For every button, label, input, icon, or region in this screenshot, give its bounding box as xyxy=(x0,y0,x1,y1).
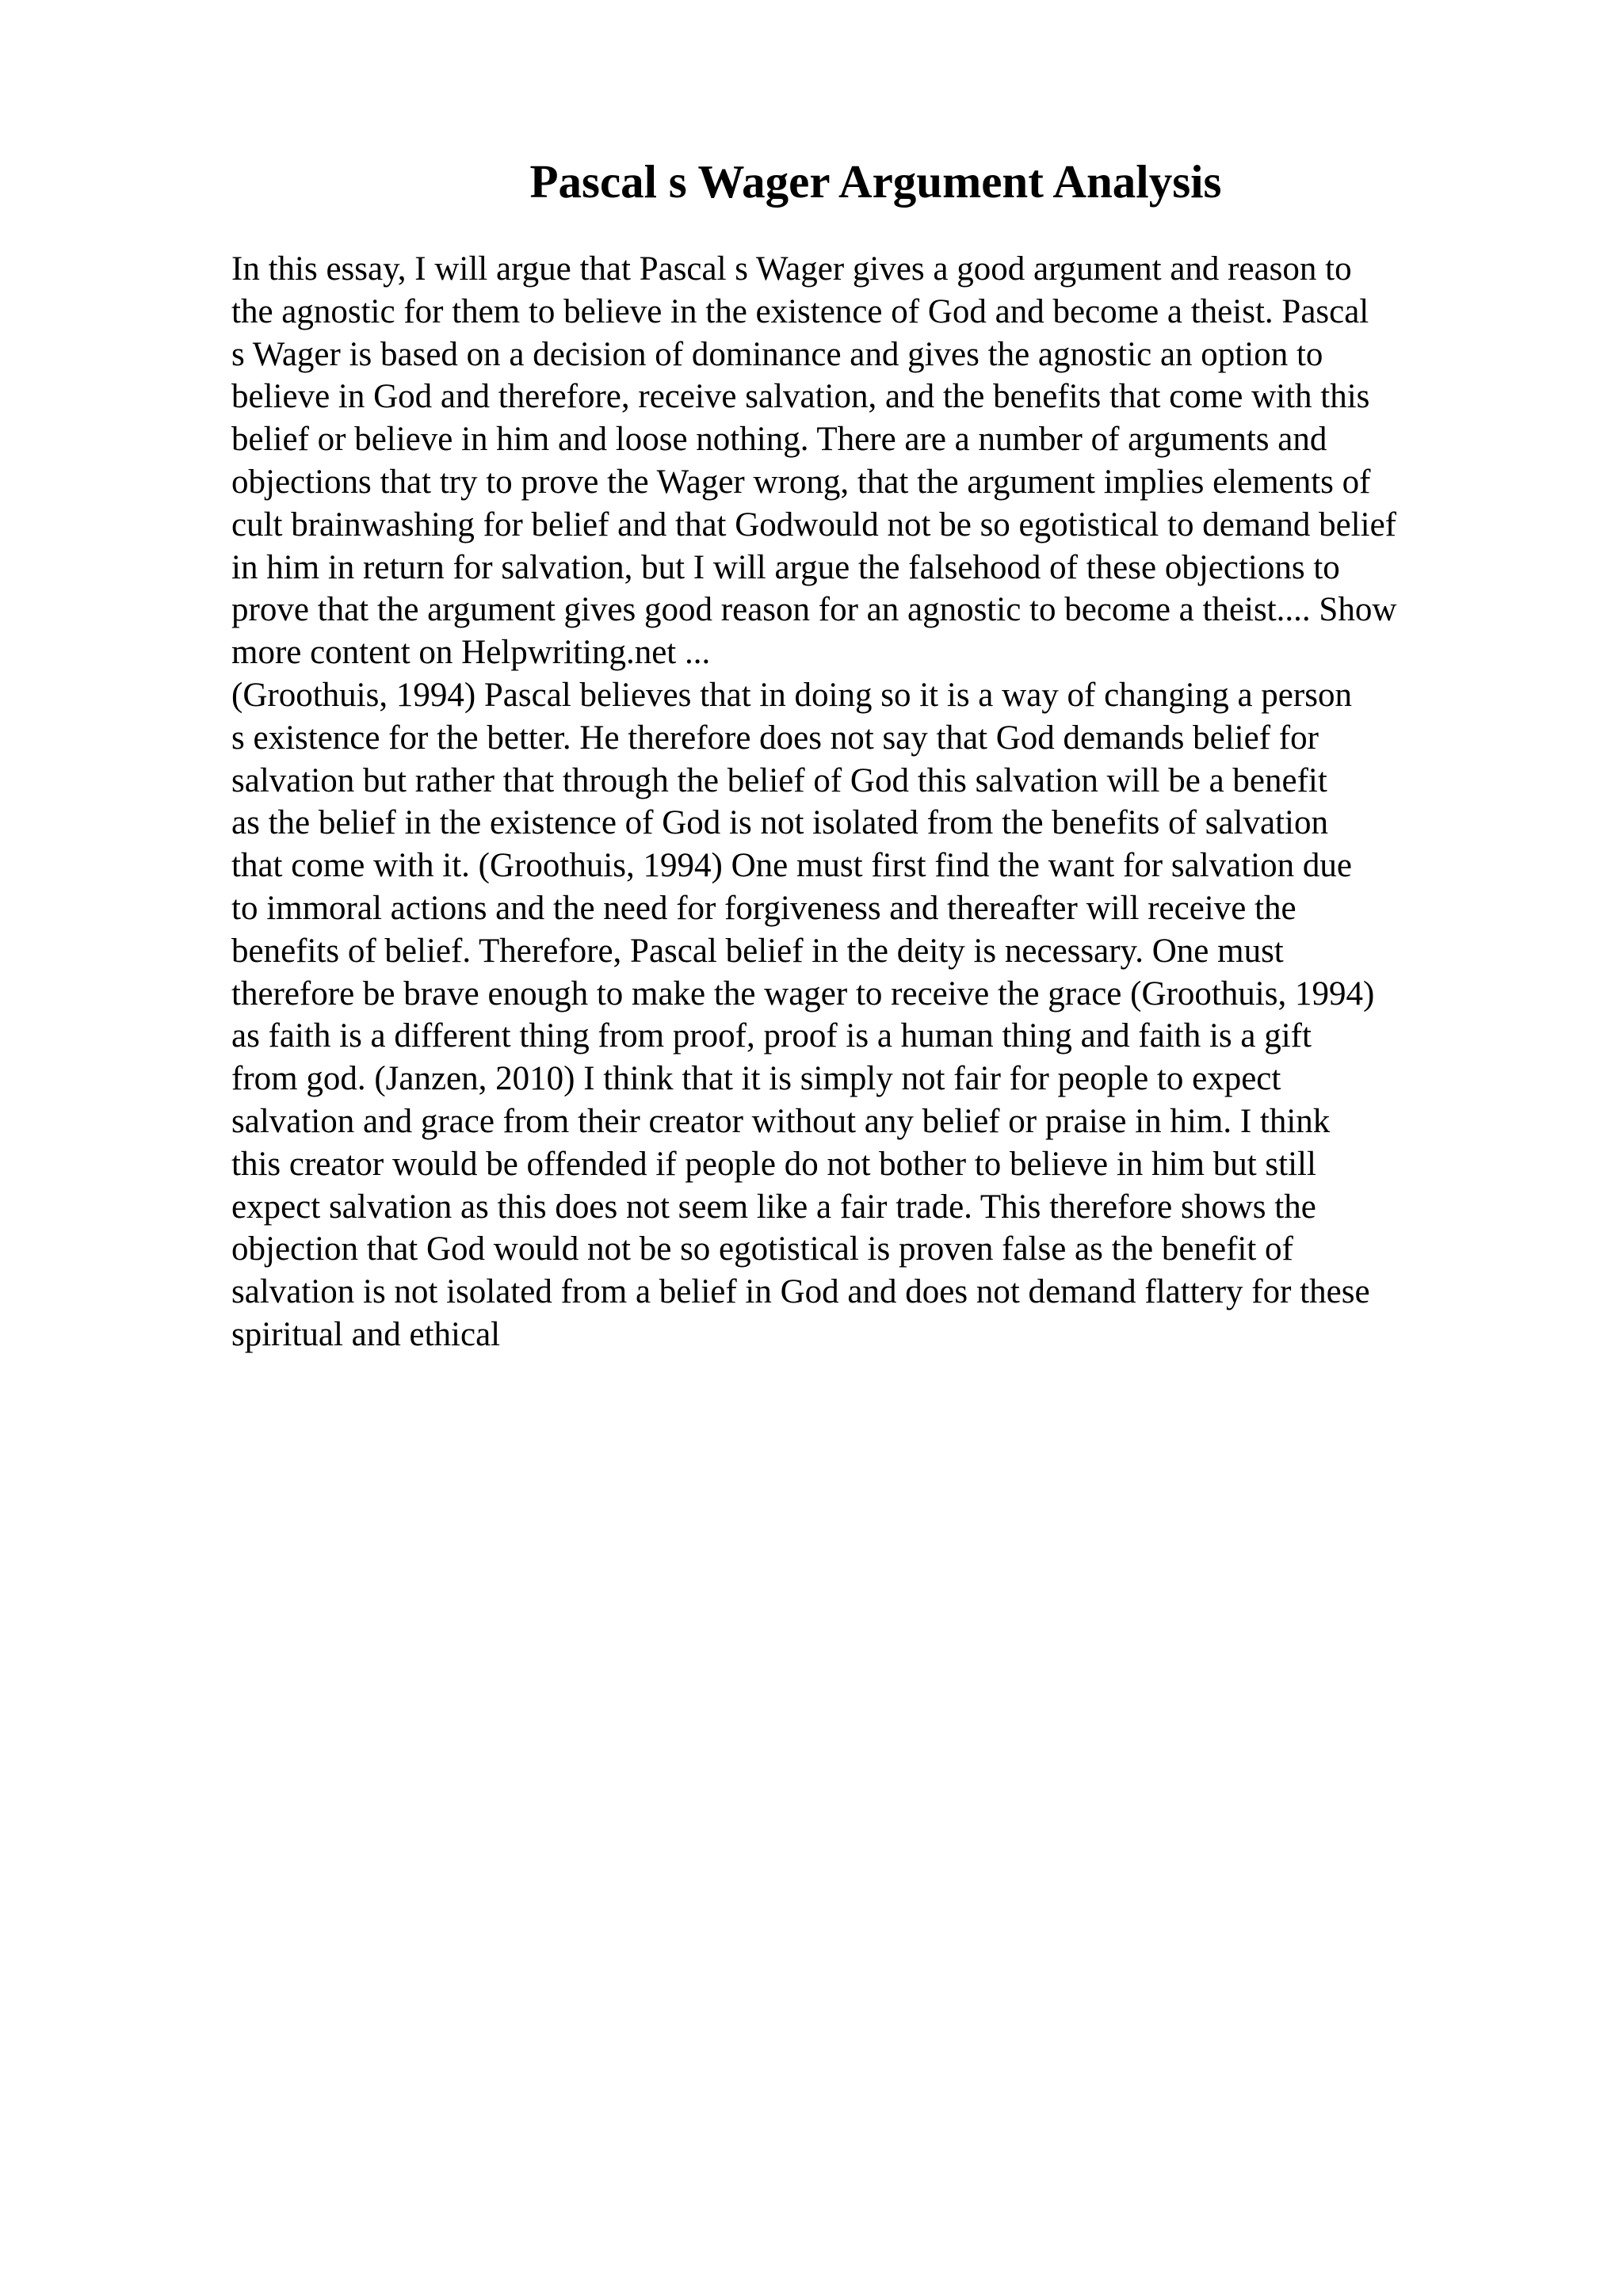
body-line: the agnostic for them to believe in the existence of God and become a theist. Pascal xyxy=(231,292,1369,330)
body-line: spiritual and ethical xyxy=(231,1315,501,1353)
body-line: as faith is a different thing from proof, proof is a human thing and faith is a gift xyxy=(231,1017,1312,1055)
document-title: Pascal s Wager Argument Analysis xyxy=(529,155,1222,208)
body-line: belief or believe in him and loose nothing. There are a number of arguments and xyxy=(231,421,1327,459)
body-line: that come with it. (Groothuis, 1994) One must first find the want for salvation due xyxy=(231,847,1352,885)
body-line: to immoral actions and the need for forgiveness and thereafter will receive the xyxy=(231,889,1296,927)
body-line: as the belief in the existence of God is not isolated from the benefits of salvation xyxy=(231,804,1328,842)
body-line: objections that try to prove the Wager wrong, that the argument implies elements of xyxy=(231,463,1371,501)
body-line: salvation but rather that through the belief of God this salvation will be a benefit xyxy=(231,761,1327,799)
body-line: s Wager is based on a decision of dominance and gives the agnostic an option to xyxy=(231,335,1323,373)
body-line: therefore be brave enough to make the wager to receive the grace (Groothuis, 1994) xyxy=(231,974,1375,1013)
body-line: (Groothuis, 1994) Pascal believes that in doing so it is a way of changing a person xyxy=(231,676,1352,714)
body-line: s existence for the better. He therefore does not say that God demands belief for xyxy=(231,719,1319,757)
body-line: believe in God and therefore, receive salvation, and the benefits that come with this xyxy=(231,378,1370,416)
body-line: In this essay, I will argue that Pascal s Wager gives a good argument and reason to xyxy=(231,250,1352,288)
body-line: prove that the argument gives good reason for an agnostic to become a theist.... Show xyxy=(231,591,1397,629)
body-line: this creator would be offended if people do not bother to believe in him but still xyxy=(231,1145,1316,1183)
body-line: salvation and grace from their creator without any belief or praise in him. I think xyxy=(231,1102,1331,1140)
document-body xyxy=(231,248,1515,1356)
body-line: in him in return for salvation, but I will argue the falsehood of these objections to xyxy=(231,548,1340,586)
body-line: salvation is not isolated from a belief in God and does not demand flattery for these xyxy=(231,1273,1370,1311)
body-line: more content on Helpwriting.net ... xyxy=(231,634,711,672)
body-line: expect salvation as this does not seem like a fair trade. This therefore shows the xyxy=(231,1188,1316,1226)
body-line: cult brainwashing for belief and that Godwould not be so egotistical to demand belief xyxy=(231,505,1396,543)
body-line: benefits of belief. Therefore, Pascal belief in the deity is necessary. One must xyxy=(231,932,1284,970)
body-line: objection that God would not be so egotistical is proven false as the benefit of xyxy=(231,1230,1293,1268)
body-line: from god. (Janzen, 2010) I think that it is simply not fair for people to expect xyxy=(231,1060,1281,1098)
